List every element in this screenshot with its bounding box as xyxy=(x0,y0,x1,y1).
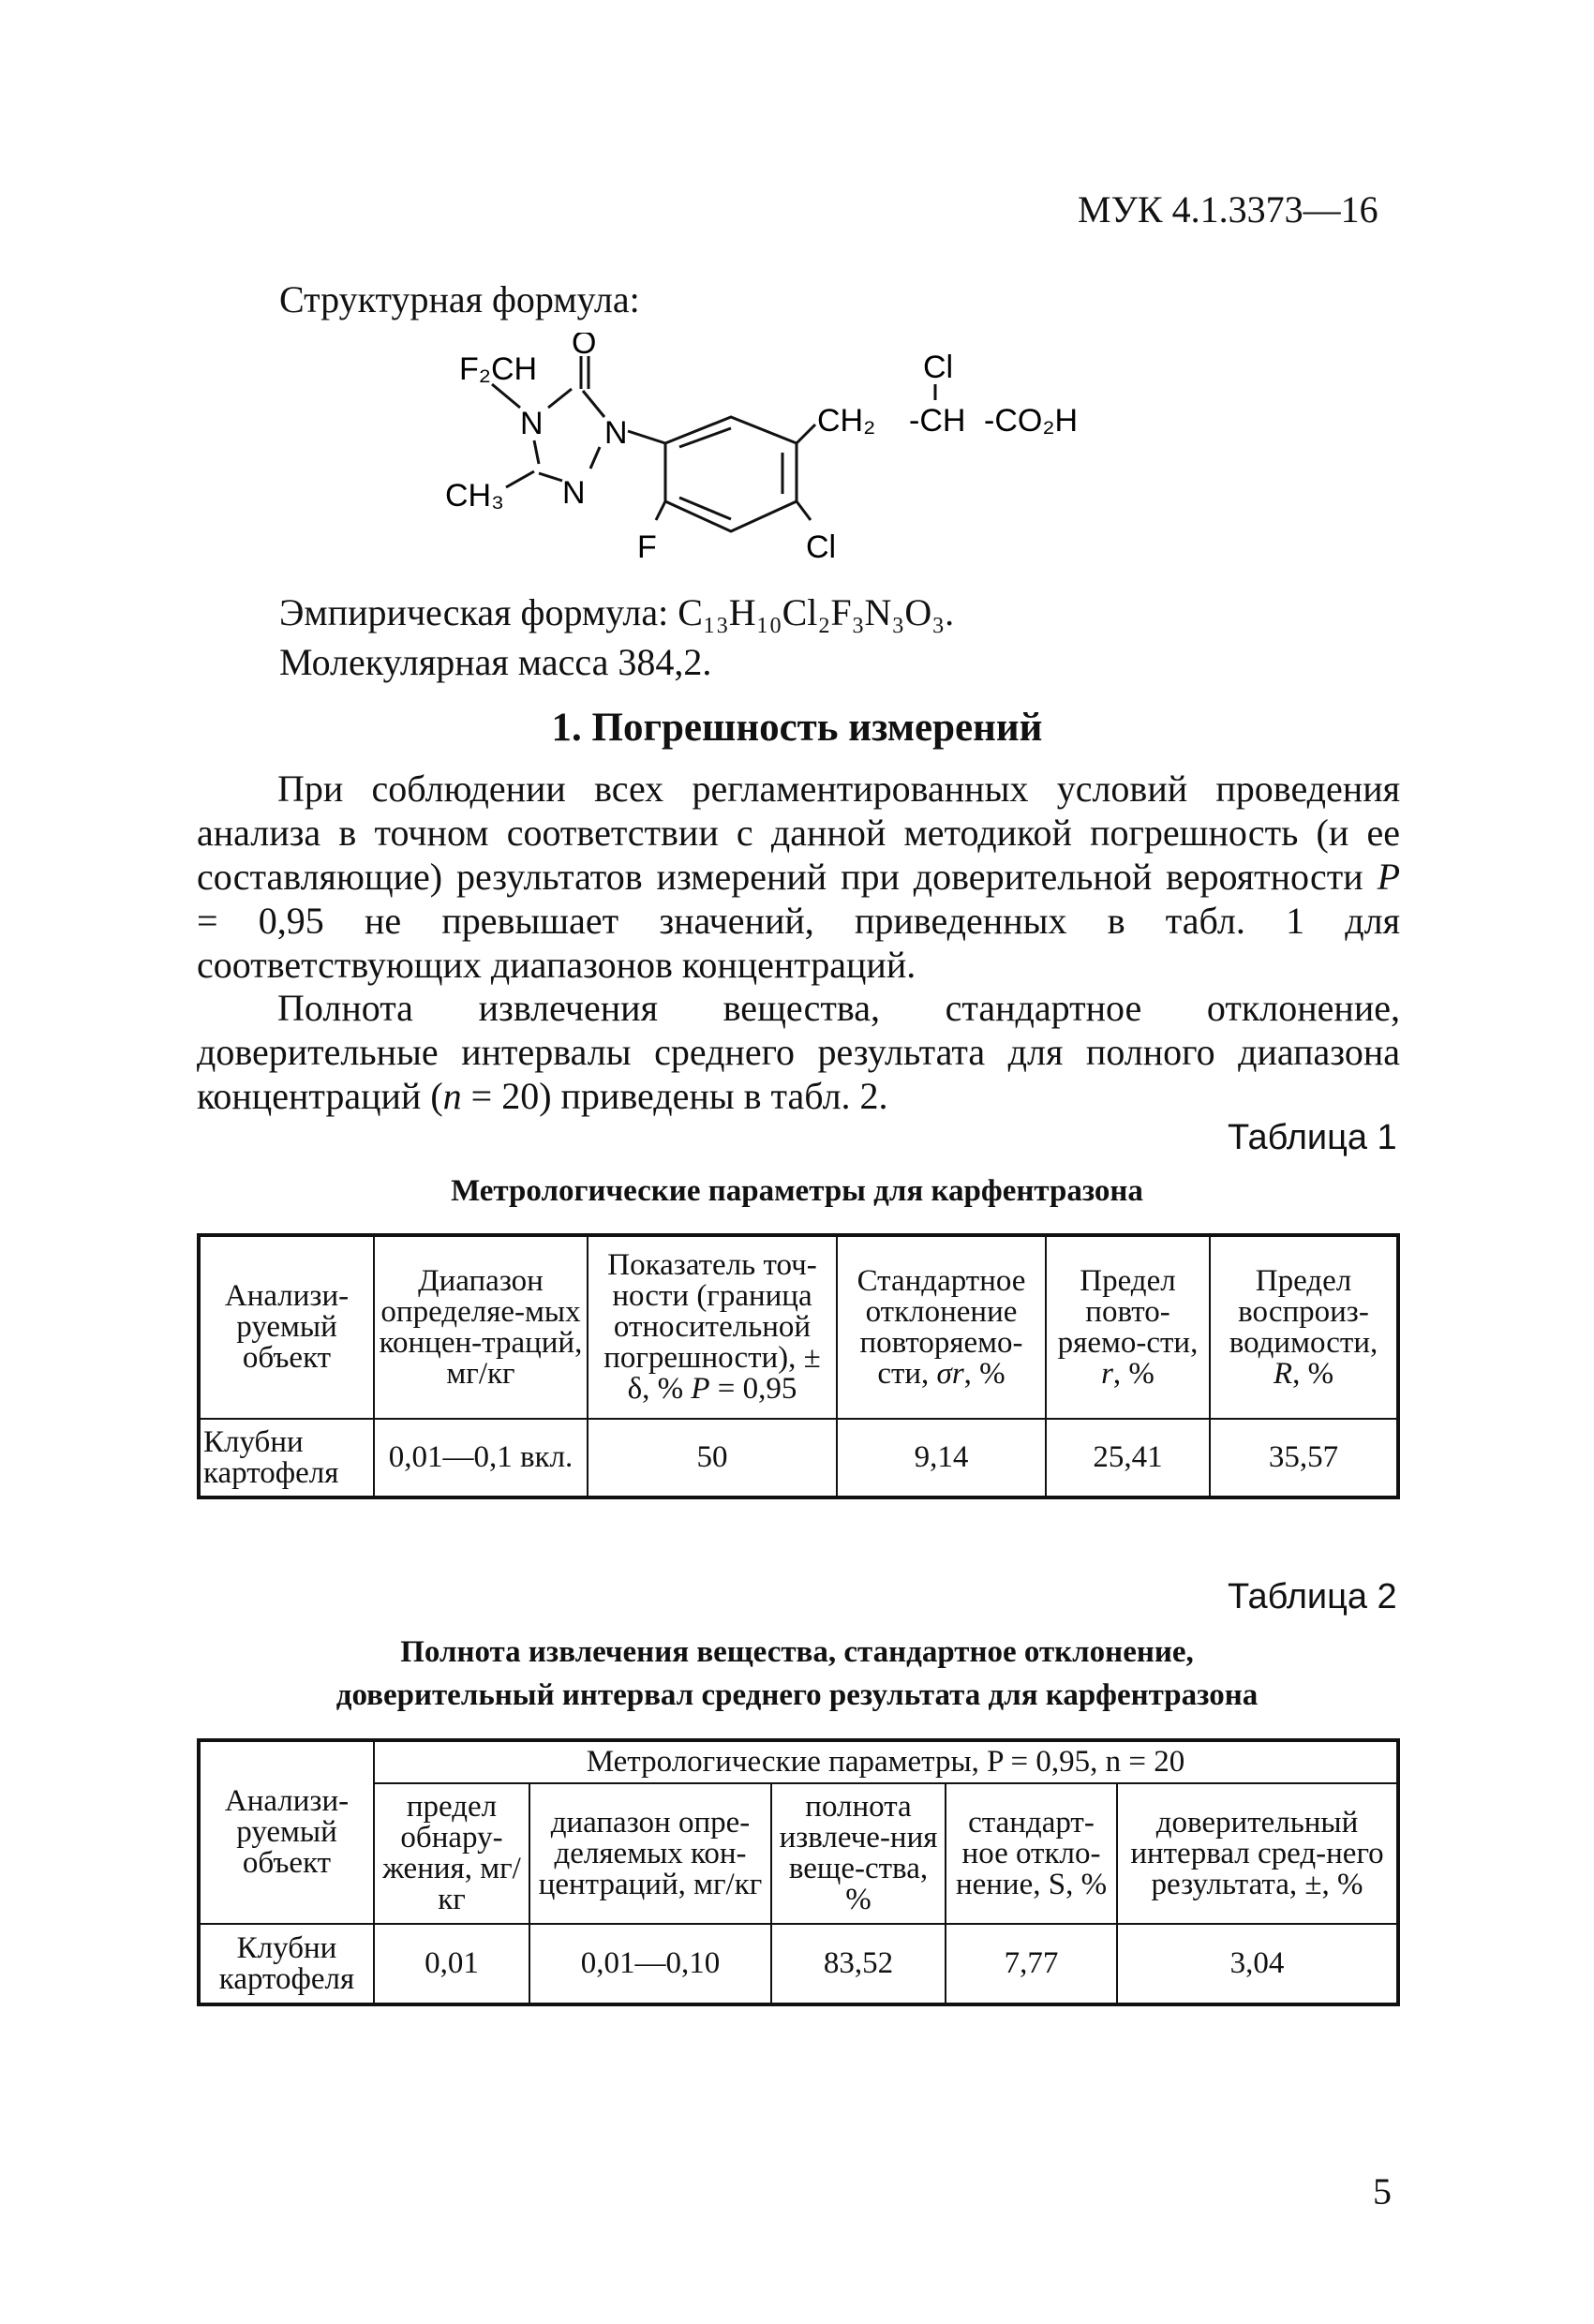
table2 xyxy=(197,1738,1400,2006)
table2-header-object: Анализи-руемый объект xyxy=(199,1740,374,1924)
atom-n3: N xyxy=(562,475,586,511)
table2-header-row xyxy=(199,1783,1398,1924)
table2-cell-range: 0,01—0,10 xyxy=(529,1924,771,2004)
table1-cell-accuracy: 50 xyxy=(588,1419,837,1497)
atom-ch2: CH₂ xyxy=(817,403,876,439)
structural-formula xyxy=(440,333,1153,586)
atom-cl-ring: Cl xyxy=(806,529,837,565)
atom-co2h: -CO₂H xyxy=(984,403,1079,439)
table2-title xyxy=(0,1631,1594,1717)
table2-cell-recovery: 83,52 xyxy=(771,1924,946,2004)
table2-cell-std: 7,77 xyxy=(946,1924,1117,2004)
atom-o: O xyxy=(572,333,597,361)
table1-title: Метрологические параметры для карфентразона xyxy=(451,1174,1143,1208)
empirical-formula-label: Эмпирическая формула: xyxy=(279,591,678,633)
table2-header-recovery: полнота извлече-ния веще-ства, % xyxy=(771,1783,946,1924)
table2-label: Таблица 2 xyxy=(1228,1577,1397,1616)
table2-row xyxy=(199,1924,1398,2004)
table2-cell-lod: 0,01 xyxy=(374,1924,529,2004)
table1-header-accuracy: Показатель точ-ности (граница относительной погрешности), ± δ, % P = 0,95 xyxy=(588,1235,837,1419)
table2-cell-object: Клубни картофеля xyxy=(199,1924,374,2004)
atom-f: F xyxy=(637,529,657,565)
paragraph-2: Полнота извлечения вещества, стандартное отклонение, доверительные интервалы среднего результата для полного диапазона концентраций (n = 20) приведены в табл. 2. xyxy=(197,987,1400,1117)
table2-header-range: диапазон опре-деляемых кон-центраций, мг/кг xyxy=(529,1783,771,1924)
table1-header-repeatability: Предел повто-ряемо-сти, r, % xyxy=(1046,1235,1210,1419)
section-title: 1. Погрешность измерений xyxy=(551,706,1043,750)
table1-cell-reproducibility: 35,57 xyxy=(1210,1419,1398,1497)
table2-title-line2: доверительный интервал среднего результата для карфентразона xyxy=(335,1678,1259,1712)
page-number: 5 xyxy=(1373,2170,1392,2212)
table2-header-lod: предел обнару-жения, мг/кг xyxy=(374,1783,529,1924)
table1-header-std: Стандартное отклонение повторяемо-сти, σr, % xyxy=(837,1235,1046,1419)
table2-group-row xyxy=(199,1740,1398,1783)
table2-cell-ci: 3,04 xyxy=(1117,1924,1398,2004)
document-code: МУК 4.1.3373—16 xyxy=(1078,188,1378,231)
atom-n2: N xyxy=(604,415,628,451)
table1-cell-range: 0,01—0,1 вкл. xyxy=(374,1419,588,1497)
paragraph-1: При соблюдении всех регламентированных условий проведения анализа в точном соответствии с данной методикой погрешность (и ее составляющие) результатов измерений при доверительной вероятности P = 0,95 не превышает значений, приведенных в табл. 1 для соответствующих диапазонов концентраций. xyxy=(197,767,1400,986)
table1-header-range: Диапазон определяе-мых концен-траций, мг/кг xyxy=(374,1235,588,1419)
atom-f2ch: F₂CH xyxy=(459,351,538,387)
atom-ch3: CH₃ xyxy=(445,478,504,514)
table1-row xyxy=(199,1419,1398,1497)
table2-header-std: стандарт-ное откло-нение, S, % xyxy=(946,1783,1117,1924)
table2-group-header: Метрологические параметры, P = 0,95, n = 20 xyxy=(374,1740,1398,1783)
table1-header-row xyxy=(199,1235,1398,1419)
atom-cl-top: Cl xyxy=(923,350,954,385)
atom-n1: N xyxy=(520,406,544,441)
table1-header-reproducibility: Предел воспроиз-водимости, R, % xyxy=(1210,1235,1398,1419)
table1-label: Таблица 1 xyxy=(1228,1118,1397,1157)
table1-cell-std: 9,14 xyxy=(837,1419,1046,1497)
structural-formula-label: Структурная формула: xyxy=(279,278,640,320)
table2-header-ci: доверительный интервал сред-него результата, ±, % xyxy=(1117,1783,1398,1924)
empirical-formula-value: C₁₃H₁₀Cl₂F₃N₃O₃. xyxy=(678,591,955,633)
table1-cell-repeatability: 25,41 xyxy=(1046,1419,1210,1497)
molecular-mass: Молекулярная масса 384,2. xyxy=(279,641,712,683)
atom-ch: -CH xyxy=(909,403,966,439)
table1-header-object: Анализи-руемый объект xyxy=(199,1235,374,1419)
empirical-formula xyxy=(279,590,954,634)
table2-title-line1: Полнота извлечения вещества, стандартное отклонение, xyxy=(400,1635,1194,1669)
table1-cell-object: Клубни картофеля xyxy=(199,1419,374,1497)
table1 xyxy=(197,1233,1400,1499)
